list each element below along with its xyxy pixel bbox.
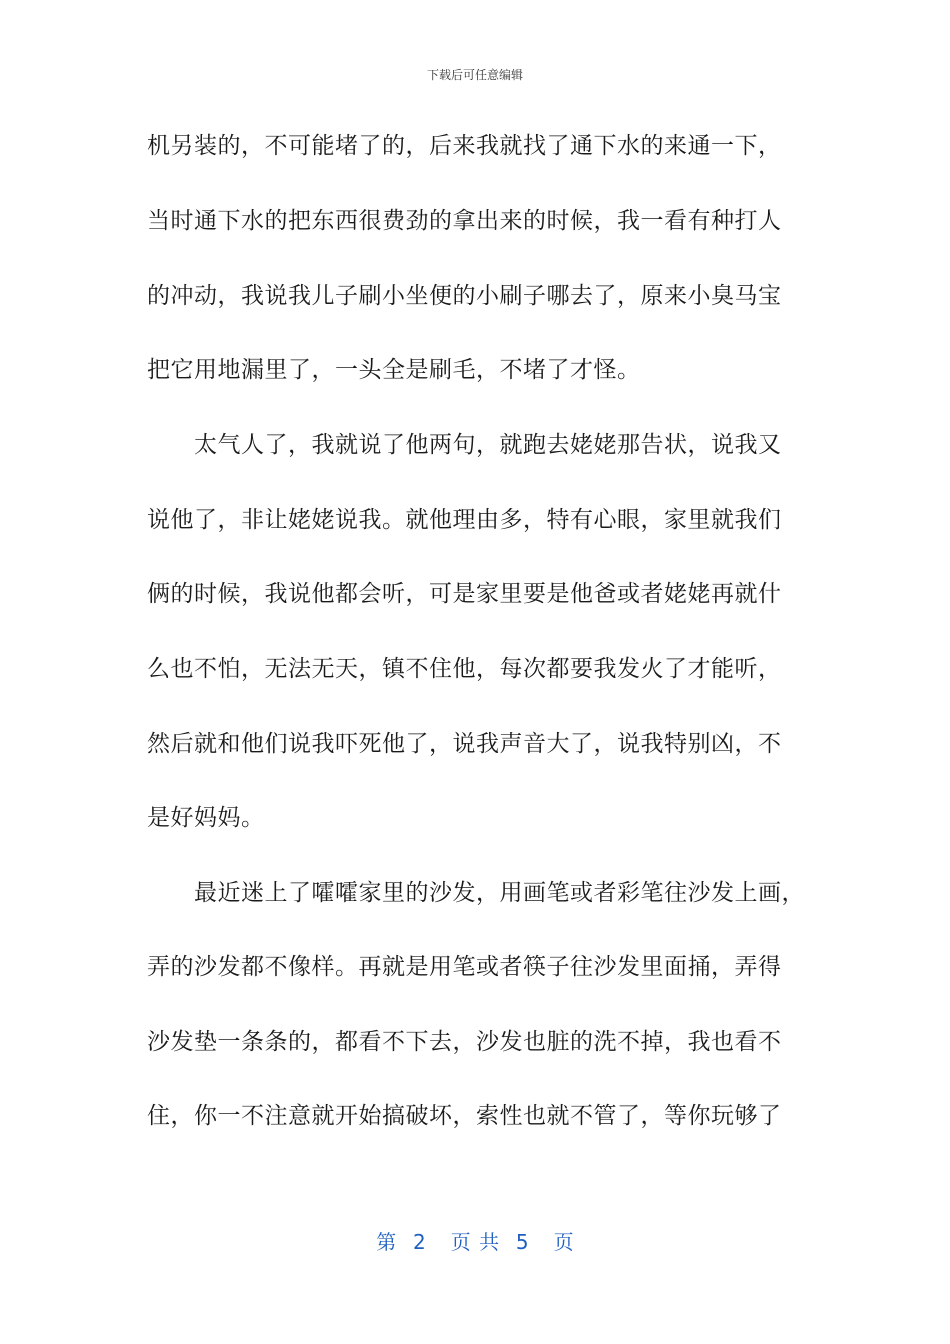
text-line: 么也不怕，无法无天，镇不住他，每次都要我发火了才能听， [147,656,782,682]
text-line: 然后就和他们说我吓死他了，说我声音大了，说我特别凶，不 [147,731,782,757]
text-line: 当时通下水的把东西很费劲的拿出来的时候，我一看有种打人 [147,208,782,234]
text-line: 把它用地漏里了，一头全是刷毛，不堵了才怪。 [147,357,641,383]
text-line: 住，你一不注意就开始搞破坏，索性也就不管了，等你玩够了 [147,1103,782,1129]
text-line: 俩的时候，我说他都会听，可是家里要是他爸或者姥姥再就什 [147,581,782,607]
text-line: 是好妈妈。 [147,805,265,831]
page-header: 下载后可任意编辑 [426,68,523,82]
text-line: 说他了，非让姥姥说我。就他理由多，特有心眼，家里就我们 [147,507,782,533]
page-footer [0,1226,950,1255]
text-line: 弄的沙发都不像样。再就是用笔或者筷子往沙发里面捅，弄得 [147,954,782,980]
text-line: 的冲动，我说我儿子刷小坐便的小刷子哪去了，原来小臭马宝 [147,283,782,309]
text-line: 太气人了，我就说了他两句，就跑去姥姥那告状，说我又 [147,432,782,458]
text-line: 最近迷上了嚯嚯家里的沙发，用画笔或者彩笔往沙发上画， [147,880,805,906]
text-line: 机另装的，不可能堵了的，后来我就找了通下水的来通一下， [147,133,782,159]
page-number: 第 2 页 共 5 页 [376,1230,574,1254]
text-line: 沙发垫一条条的，都看不下去，沙发也脏的洗不掉，我也看不 [147,1029,782,1055]
